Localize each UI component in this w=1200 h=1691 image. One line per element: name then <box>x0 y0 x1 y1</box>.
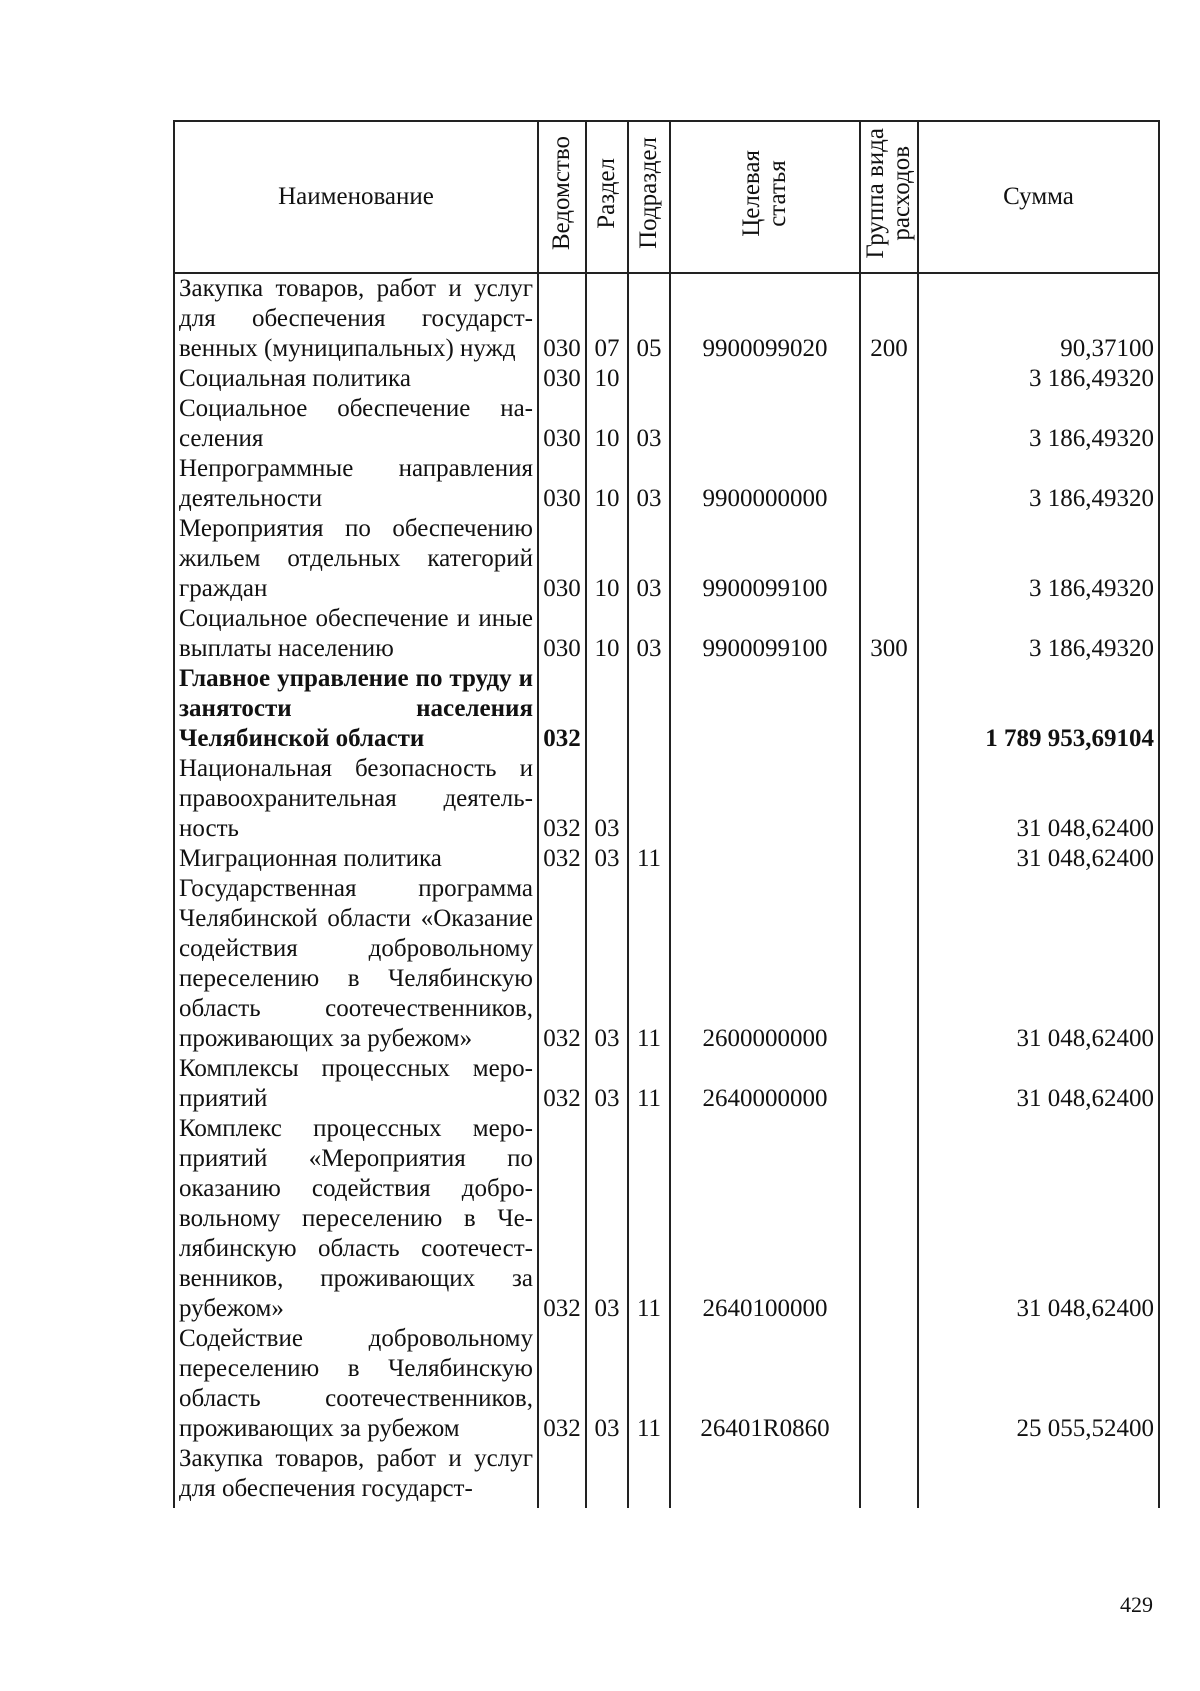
row-gruppa-vida <box>860 1444 918 1508</box>
table-row <box>174 364 1159 394</box>
row-celevaya-statya: 2600000000 <box>670 874 860 1054</box>
row-summa: 90,37100 <box>918 273 1159 364</box>
row-celevaya-statya: 2640100000 <box>670 1114 860 1324</box>
row-gruppa-vida <box>860 1054 918 1114</box>
header-name: Наименование <box>174 121 538 273</box>
row-name: Государственная программа Челябинской области «Оказание содействия добровольному переселению в Челябинскую область соотечественников, проживающих за рубежом» <box>174 874 538 1054</box>
row-summa: 3 186,49320 <box>918 394 1159 454</box>
row-razdel: 10 <box>586 514 628 604</box>
row-name: Социальная политика <box>174 364 538 394</box>
header-vedomstvo: Ведомство <box>538 121 586 273</box>
header-gruppa-vida-rashodov: Группа вида расходов <box>860 121 918 273</box>
row-podrazdel: 11 <box>628 1114 670 1324</box>
row-vedomstvo: 032 <box>538 1054 586 1114</box>
row-summa: 1 789 953,69104 <box>918 664 1159 754</box>
row-podrazdel: 03 <box>628 514 670 604</box>
row-name: Комплексы процессных мероприятий <box>174 1054 538 1114</box>
row-razdel: 03 <box>586 874 628 1054</box>
row-podrazdel <box>628 1444 670 1508</box>
row-razdel: 10 <box>586 394 628 454</box>
row-name: Непрограммные направления деятельности <box>174 454 538 514</box>
row-name: Социальное обеспечение и иные выплаты населению <box>174 604 538 664</box>
row-summa: 31 048,62400 <box>918 1054 1159 1114</box>
row-razdel: 03 <box>586 1114 628 1324</box>
row-podrazdel: 03 <box>628 604 670 664</box>
row-razdel: 07 <box>586 273 628 364</box>
row-summa: 3 186,49320 <box>918 454 1159 514</box>
row-gruppa-vida <box>860 454 918 514</box>
header-razdel: Раздел <box>586 121 628 273</box>
row-name: Закупка товаров, работ и услуг для обеспечения государственных (муниципальных) нужд <box>174 273 538 364</box>
row-summa: 3 186,49320 <box>918 364 1159 394</box>
page-number: 429 <box>1120 1592 1153 1617</box>
row-gruppa-vida <box>860 664 918 754</box>
row-vedomstvo: 030 <box>538 454 586 514</box>
row-gruppa-vida <box>860 874 918 1054</box>
table-row <box>174 1324 1159 1444</box>
row-celevaya-statya <box>670 754 860 844</box>
row-name: Социальное обеспечение населения <box>174 394 538 454</box>
row-razdel: 03 <box>586 1054 628 1114</box>
row-podrazdel: 03 <box>628 394 670 454</box>
row-vedomstvo: 030 <box>538 273 586 364</box>
row-summa: 31 048,62400 <box>918 844 1159 874</box>
table-row <box>174 514 1159 604</box>
row-name: Мероприятия по обеспечению жильем отдельных категорий граждан <box>174 514 538 604</box>
table-row <box>174 1114 1159 1324</box>
row-name: Содействие добровольному переселению в Челябинскую область соотечественников, проживающих за рубежом <box>174 1324 538 1444</box>
row-gruppa-vida: 200 <box>860 273 918 364</box>
row-gruppa-vida <box>860 1114 918 1324</box>
row-gruppa-vida <box>860 394 918 454</box>
row-gruppa-vida <box>860 754 918 844</box>
row-celevaya-statya: 9900000000 <box>670 454 860 514</box>
budget-table <box>173 120 1160 1508</box>
header-celevaya-statya: Целевая статья <box>670 121 860 273</box>
table-header <box>174 121 1159 273</box>
table-row <box>174 1444 1159 1508</box>
table-row <box>174 394 1159 454</box>
table-row <box>174 754 1159 844</box>
header-podrazdel: Подраздел <box>628 121 670 273</box>
row-vedomstvo: 032 <box>538 754 586 844</box>
row-podrazdel: 11 <box>628 844 670 874</box>
row-vedomstvo: 030 <box>538 364 586 394</box>
row-summa: 3 186,49320 <box>918 604 1159 664</box>
row-celevaya-statya <box>670 1444 860 1508</box>
row-podrazdel <box>628 664 670 754</box>
row-podrazdel: 05 <box>628 273 670 364</box>
table-row <box>174 664 1159 754</box>
row-gruppa-vida <box>860 514 918 604</box>
row-vedomstvo: 032 <box>538 664 586 754</box>
row-name: Закупка товаров, работ и услуг для обеспечения государст- <box>174 1444 538 1508</box>
row-celevaya-statya: 9900099100 <box>670 604 860 664</box>
row-podrazdel <box>628 364 670 394</box>
row-vedomstvo: 030 <box>538 394 586 454</box>
header-summa: Сумма <box>918 121 1159 273</box>
row-summa <box>918 1444 1159 1508</box>
row-vedomstvo: 030 <box>538 514 586 604</box>
table-body <box>174 273 1159 1508</box>
row-razdel: 10 <box>586 364 628 394</box>
table-row <box>174 604 1159 664</box>
row-name: Комплекс процессных мероприятий «Мероприятия по оказанию содействия добровольному переселению в Челябинскую область соотечественников, проживающих за рубежом» <box>174 1114 538 1324</box>
row-podrazdel <box>628 754 670 844</box>
row-name: Главное управление по труду и занятости населения Челябинской области <box>174 664 538 754</box>
row-celevaya-statya: 9900099020 <box>670 273 860 364</box>
table-row <box>174 844 1159 874</box>
row-gruppa-vida: 300 <box>860 604 918 664</box>
row-vedomstvo: 032 <box>538 1324 586 1444</box>
row-name: Миграционная политика <box>174 844 538 874</box>
row-razdel: 03 <box>586 1324 628 1444</box>
row-podrazdel: 03 <box>628 454 670 514</box>
table-row <box>174 1054 1159 1114</box>
row-gruppa-vida <box>860 364 918 394</box>
row-summa: 25 055,52400 <box>918 1324 1159 1444</box>
row-name: Национальная безопасность и правоохранительная деятельность <box>174 754 538 844</box>
row-podrazdel: 11 <box>628 874 670 1054</box>
row-celevaya-statya <box>670 844 860 874</box>
row-podrazdel: 11 <box>628 1324 670 1444</box>
row-razdel: 10 <box>586 604 628 664</box>
table-row <box>174 454 1159 514</box>
row-razdel <box>586 664 628 754</box>
row-gruppa-vida <box>860 844 918 874</box>
row-celevaya-statya <box>670 364 860 394</box>
row-celevaya-statya <box>670 664 860 754</box>
row-podrazdel: 11 <box>628 1054 670 1114</box>
row-vedomstvo: 032 <box>538 844 586 874</box>
row-vedomstvo: 032 <box>538 874 586 1054</box>
row-razdel: 03 <box>586 844 628 874</box>
row-razdel: 10 <box>586 454 628 514</box>
row-razdel: 03 <box>586 754 628 844</box>
row-razdel <box>586 1444 628 1508</box>
row-vedomstvo: 032 <box>538 1114 586 1324</box>
row-celevaya-statya <box>670 394 860 454</box>
row-summa: 3 186,49320 <box>918 514 1159 604</box>
table-row <box>174 874 1159 1054</box>
row-gruppa-vida <box>860 1324 918 1444</box>
row-celevaya-statya: 26401R0860 <box>670 1324 860 1444</box>
table-row <box>174 273 1159 364</box>
row-vedomstvo <box>538 1444 586 1508</box>
row-vedomstvo: 030 <box>538 604 586 664</box>
row-summa: 31 048,62400 <box>918 754 1159 844</box>
row-celevaya-statya: 2640000000 <box>670 1054 860 1114</box>
row-summa: 31 048,62400 <box>918 874 1159 1054</box>
row-celevaya-statya: 9900099100 <box>670 514 860 604</box>
row-summa: 31 048,62400 <box>918 1114 1159 1324</box>
